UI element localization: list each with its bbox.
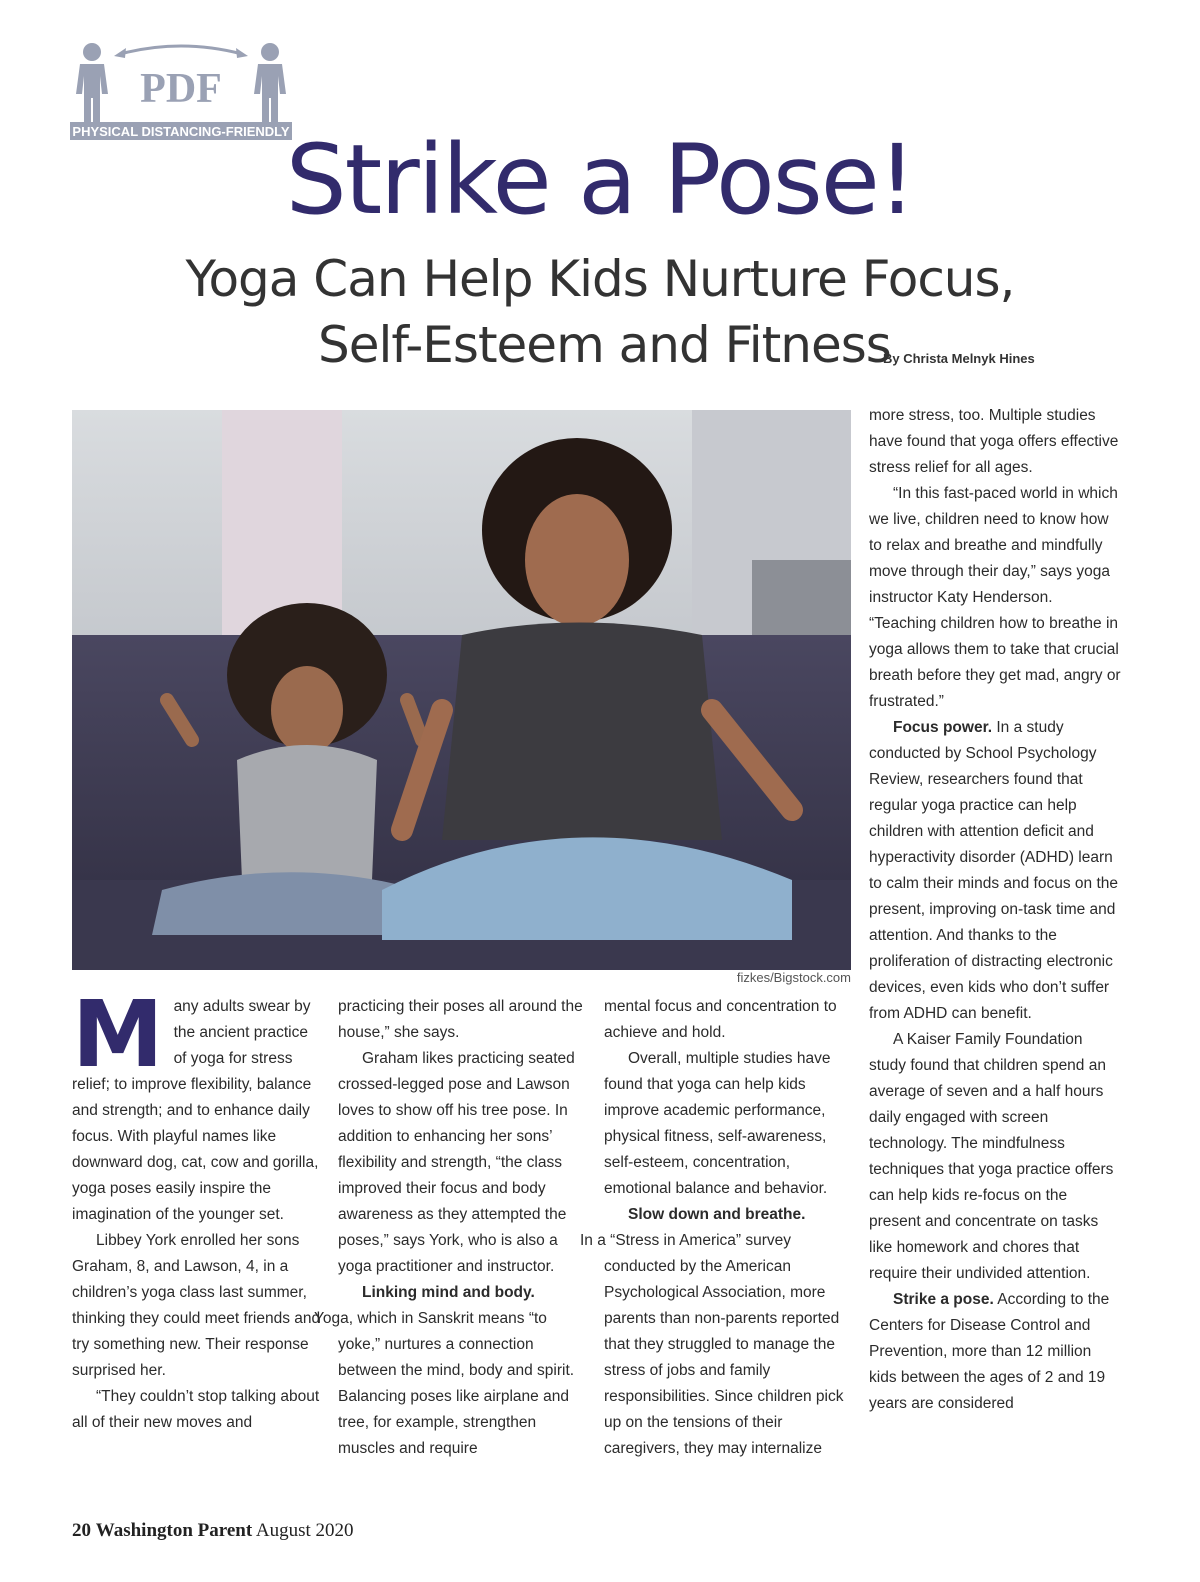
body-column-4 [869, 403, 1121, 1417]
section-heading-strike-a-pose: Strike a pose. [893, 1291, 994, 1308]
col1-paragraph-2: Libbey York enrolled her sons Graham, 8, and Lawson, 4, in a children’s yoga class last summer, thinking they could meet friends and try something new. Their response surprised her. [72, 1232, 321, 1379]
page-folio [72, 1520, 354, 1542]
body-column-3 [580, 994, 856, 1462]
logo-letters: PDF [140, 66, 222, 112]
col2-paragraph-1: practicing their poses all around the house,” she says. [338, 998, 583, 1041]
pdf-logo [70, 40, 296, 142]
col4-paragraph-3: In a study conducted by School Psychology Review, researchers found that regular yoga practice can help children with attention deficit and hyperactivity disorder (ADHD) learn to calm their minds and focus on the present, improving on-task time and attention. And thanks to the proliferation of distracting electronic devices, even kids who don’t suffer from ADHD can benefit. [869, 719, 1118, 1022]
photo-credit: fizkes/Bigstock.com [736, 970, 851, 985]
body-column-1 [72, 981, 324, 1436]
section-heading-focus-power: Focus power. [893, 719, 993, 736]
issue-date: August 2020 [255, 1520, 354, 1541]
arrow-icon [120, 46, 242, 54]
col4-paragraph-2: “In this fast-paced world in which we live, children need to know how to relax and breathe and mindfully move through their day,” says yoga instructor Katy Henderson. “Teaching children how to breathe in yoga allows them to take that crucial breath before they get mad, angry or frustrated.” [869, 485, 1121, 710]
col3-paragraph-3: In a “Stress in America” survey conducted by the American Psychological Association, more parents than non-parents reported that they struggled to manage the stress of jobs and family responsibilities. Since children pick up on the tensions of their caregivers, they may internalize [580, 1232, 844, 1457]
left-figure-icon [76, 43, 108, 128]
col3-paragraph-2: Overall, multiple studies have found that yoga can help kids improve academic performance, physical fitness, self-awareness, self-esteem, concentration, emotional balance and behavior. [604, 1050, 831, 1197]
col1-paragraph-3: “They couldn’t stop talking about all of their new moves and [72, 1388, 320, 1431]
col2-paragraph-3: Yoga, which in Sanskrit means “to yoke,” nurtures a connection between the mind, body and spirit. Balancing poses like airplane and tree, for example, strengthen muscles and require [314, 1310, 575, 1457]
logo-banner: PHYSICAL DISTANCING-FRIENDLY [72, 124, 290, 139]
col4-paragraph-1: more stress, too. Multiple studies have found that yoga offers effective stress relief for all ages. [869, 407, 1119, 476]
col4-paragraph-5: According to the Centers for Disease Control and Prevention, more than 12 million kids between the ages of 2 and 19 years are considered [869, 1291, 1110, 1412]
magazine-name: Washington Parent [95, 1520, 253, 1541]
yoga-photo [72, 410, 851, 970]
page-number: 20 [72, 1520, 91, 1541]
col3-paragraph-1: mental focus and concentration to achieve and hold. [604, 998, 837, 1041]
drop-cap: M [72, 981, 164, 1088]
subtitle-line-1: Yoga Can Help Kids Nurture Focus, [185, 250, 1015, 308]
subtitle-line-2: Self-Esteem and Fitness [318, 316, 891, 374]
article-title: Strike a Pose! [285, 124, 915, 236]
body-column-2 [314, 994, 590, 1462]
section-heading-slow-down: Slow down and breathe. [628, 1206, 806, 1223]
right-figure-icon [254, 43, 286, 128]
byline: By Christa Melnyk Hines [883, 351, 1035, 366]
col1-paragraph-1: any adults swear by the ancient practice of yoga for stress relief; to improve flexibility, balance and strength; and to enhance daily focus. With playful names like downward dog, cat, cow and gorilla, yoga poses easily inspire the imagination of the younger set. [72, 998, 319, 1223]
col4-paragraph-4: A Kaiser Family Foundation study found that children spend an average of seven and a half hours daily engaged with screen technology. The mindfulness techniques that yoga practice offers can help kids re-focus on the present and concentrate on tasks like homework and chores that require their undivided attention. [869, 1031, 1114, 1282]
section-heading-linking: Linking mind and body. [362, 1284, 535, 1301]
col2-paragraph-2: Graham likes practicing seated crossed-legged pose and Lawson loves to show off his tree pose. In addition to enhancing her sons’ flexibility and strength, “the class improved their focus and body awareness as they attempted the poses,” says York, who is also a yoga practitioner and instructor. [338, 1050, 575, 1275]
